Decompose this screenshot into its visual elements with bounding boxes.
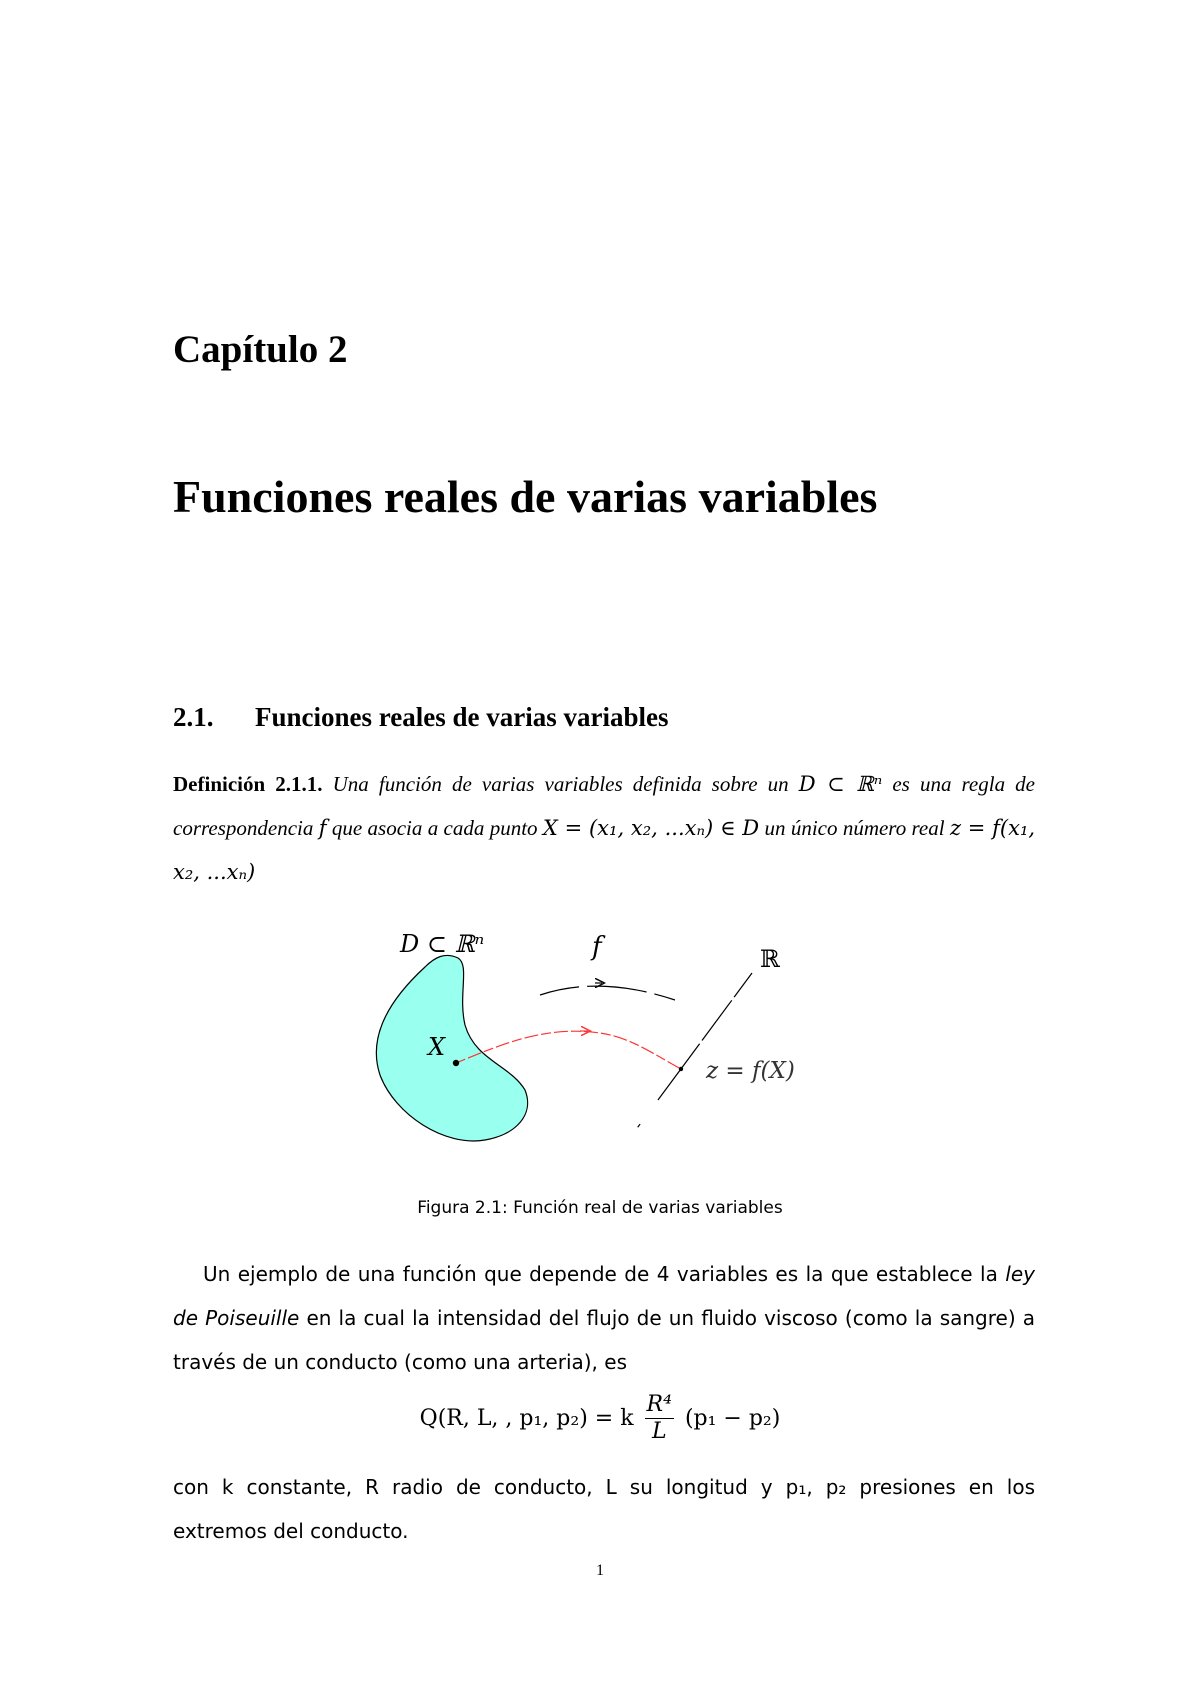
chapter-title: Funciones reales de varias variables <box>173 471 878 522</box>
formula-numerator: R⁴ <box>646 1392 672 1417</box>
formula-fraction <box>645 1392 674 1445</box>
formula-lhs: Q(R, L, , p₁, p₂) = k <box>419 1406 634 1431</box>
formula-denominator: L <box>651 1419 667 1444</box>
page-number: 1 <box>596 1562 604 1579</box>
conclusion-paragraph: con k constante, R radio de conducto, L su longitud y p₁, p₂ presiones en los extremos del conducto. <box>173 1475 1035 1543</box>
definition-label: Definición 2.1.1. <box>173 772 323 796</box>
point-x <box>453 1060 459 1066</box>
definition-math-2: f <box>318 816 327 840</box>
example-text-2: en la cual la intensidad del flujo de un fluido viscoso (como la sangre) a través de un conducto (como una arteria), es <box>173 1306 1036 1374</box>
definition-text-4: un único número real <box>764 816 945 840</box>
section-title: Funciones reales de varias variables <box>255 702 669 732</box>
example-text-1: Un ejemplo de una función que depende de 4 variables es la que establece la <box>203 1262 998 1286</box>
definition-math-3: X = (x₁, x₂, ...xₙ) ∈ D <box>542 816 760 840</box>
definition-text-3: que asocia a cada punto <box>331 816 538 840</box>
chapter-label: Capítulo 2 <box>173 328 348 371</box>
real-line <box>632 973 752 1135</box>
point-label: X <box>428 1033 446 1061</box>
domain-label: D ⊂ ℝⁿ <box>400 930 485 958</box>
formula-rhs: (p₁ − p₂) <box>684 1406 781 1431</box>
map-label: f <box>592 932 602 962</box>
codomain-label: ℝ <box>760 945 780 973</box>
definition-text-2: es una regla de correspondencia <box>173 772 1036 840</box>
definition-math-4: z = f(x₁, x₂, ...xₙ) <box>173 816 1036 884</box>
domain-region <box>376 955 527 1141</box>
poiseuille-formula <box>0 1392 1200 1462</box>
function-diagram <box>370 925 850 1150</box>
definition-paragraph <box>173 762 1035 894</box>
law-name: ley de Poiseuille <box>173 1262 1035 1330</box>
definition-math-1: D ⊂ ℝⁿ <box>798 772 883 796</box>
figure-caption: Figura 2.1: Función real de varias variables <box>417 1198 783 1218</box>
image-label: z = f(X) <box>706 1058 795 1084</box>
section-number: 2.1. <box>173 702 214 732</box>
example-paragraph <box>173 1252 1035 1384</box>
definition-text-1: Una función de varias variables definida sobre un <box>332 772 789 796</box>
section-heading <box>173 704 668 731</box>
point-fx <box>679 1067 683 1071</box>
map-arc <box>540 986 675 1000</box>
